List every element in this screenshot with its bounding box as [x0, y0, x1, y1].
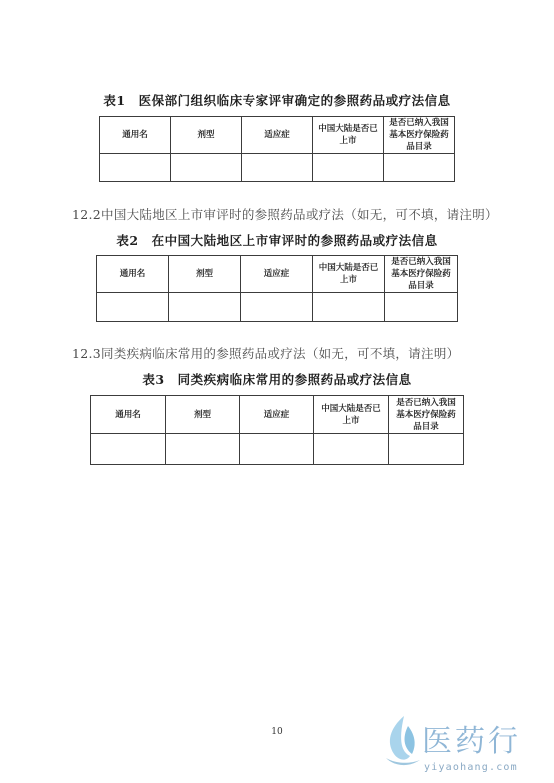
table3-cell[interactable]: [91, 434, 166, 465]
table3-header-marketed: 中国大陆是否已上市: [314, 396, 389, 434]
table1-cell[interactable]: [313, 154, 384, 182]
table1-header-insurance-listed: 是否已纳入我国基本医疗保险药品目录: [384, 117, 455, 154]
table2-cell[interactable]: [169, 293, 241, 322]
table2-header-indication: 适应症: [241, 256, 313, 293]
table3-header-insurance-listed: 是否已纳入我国基本医疗保险药品目录: [389, 396, 464, 434]
section-12-3-heading: 12.3同类疾病临床常用的参照药品或疗法（如无，可不填，请注明）: [72, 346, 460, 361]
table3-header-generic-name: 通用名: [91, 396, 166, 434]
watermark-name: 医药行: [422, 724, 521, 759]
yiyaohang-logo-icon: [380, 712, 424, 770]
table3: [90, 395, 464, 465]
table3-cell[interactable]: [166, 434, 240, 465]
watermark-url: yiyaohang.com: [424, 762, 518, 773]
table3-caption: 表3 同类疾病临床常用的参照药品或疗法信息: [142, 372, 412, 387]
table2-header-marketed: 中国大陆是否已上市: [313, 256, 385, 293]
section-12-2-heading: 12.2中国大陆地区上市审评时的参照药品或疗法（如无，可不填，请注明）: [72, 207, 498, 222]
table3-header-dosage-form: 剂型: [166, 396, 240, 434]
table1-caption: 表1 医保部门组织临床专家评审确定的参照药品或疗法信息: [103, 93, 451, 108]
table2-cell[interactable]: [313, 293, 385, 322]
table1-cell[interactable]: [242, 154, 313, 182]
watermark: [380, 712, 550, 778]
table2-cell[interactable]: [97, 293, 169, 322]
table3-header-indication: 适应症: [240, 396, 314, 434]
table1-header-marketed: 中国大陆是否已上市: [313, 117, 384, 154]
table3-cell[interactable]: [314, 434, 389, 465]
table2-caption: 表2 在中国大陆地区上市审评时的参照药品或疗法信息: [116, 233, 438, 248]
table2-header-insurance-listed: 是否已纳入我国基本医疗保险药品目录: [385, 256, 458, 293]
table1-cell[interactable]: [171, 154, 242, 182]
table1-header-dosage-form: 剂型: [171, 117, 242, 154]
table2: [96, 255, 458, 322]
table2-header-dosage-form: 剂型: [169, 256, 241, 293]
table2-cell[interactable]: [385, 293, 458, 322]
page-number: 10: [271, 727, 283, 737]
table1-cell[interactable]: [100, 154, 171, 182]
table3-cell[interactable]: [389, 434, 464, 465]
table2-header-generic-name: 通用名: [97, 256, 169, 293]
table1-header-generic-name: 通用名: [100, 117, 171, 154]
table1-cell[interactable]: [384, 154, 455, 182]
table1: [99, 116, 455, 182]
table2-cell[interactable]: [241, 293, 313, 322]
table1-header-indication: 适应症: [242, 117, 313, 154]
table3-cell[interactable]: [240, 434, 314, 465]
